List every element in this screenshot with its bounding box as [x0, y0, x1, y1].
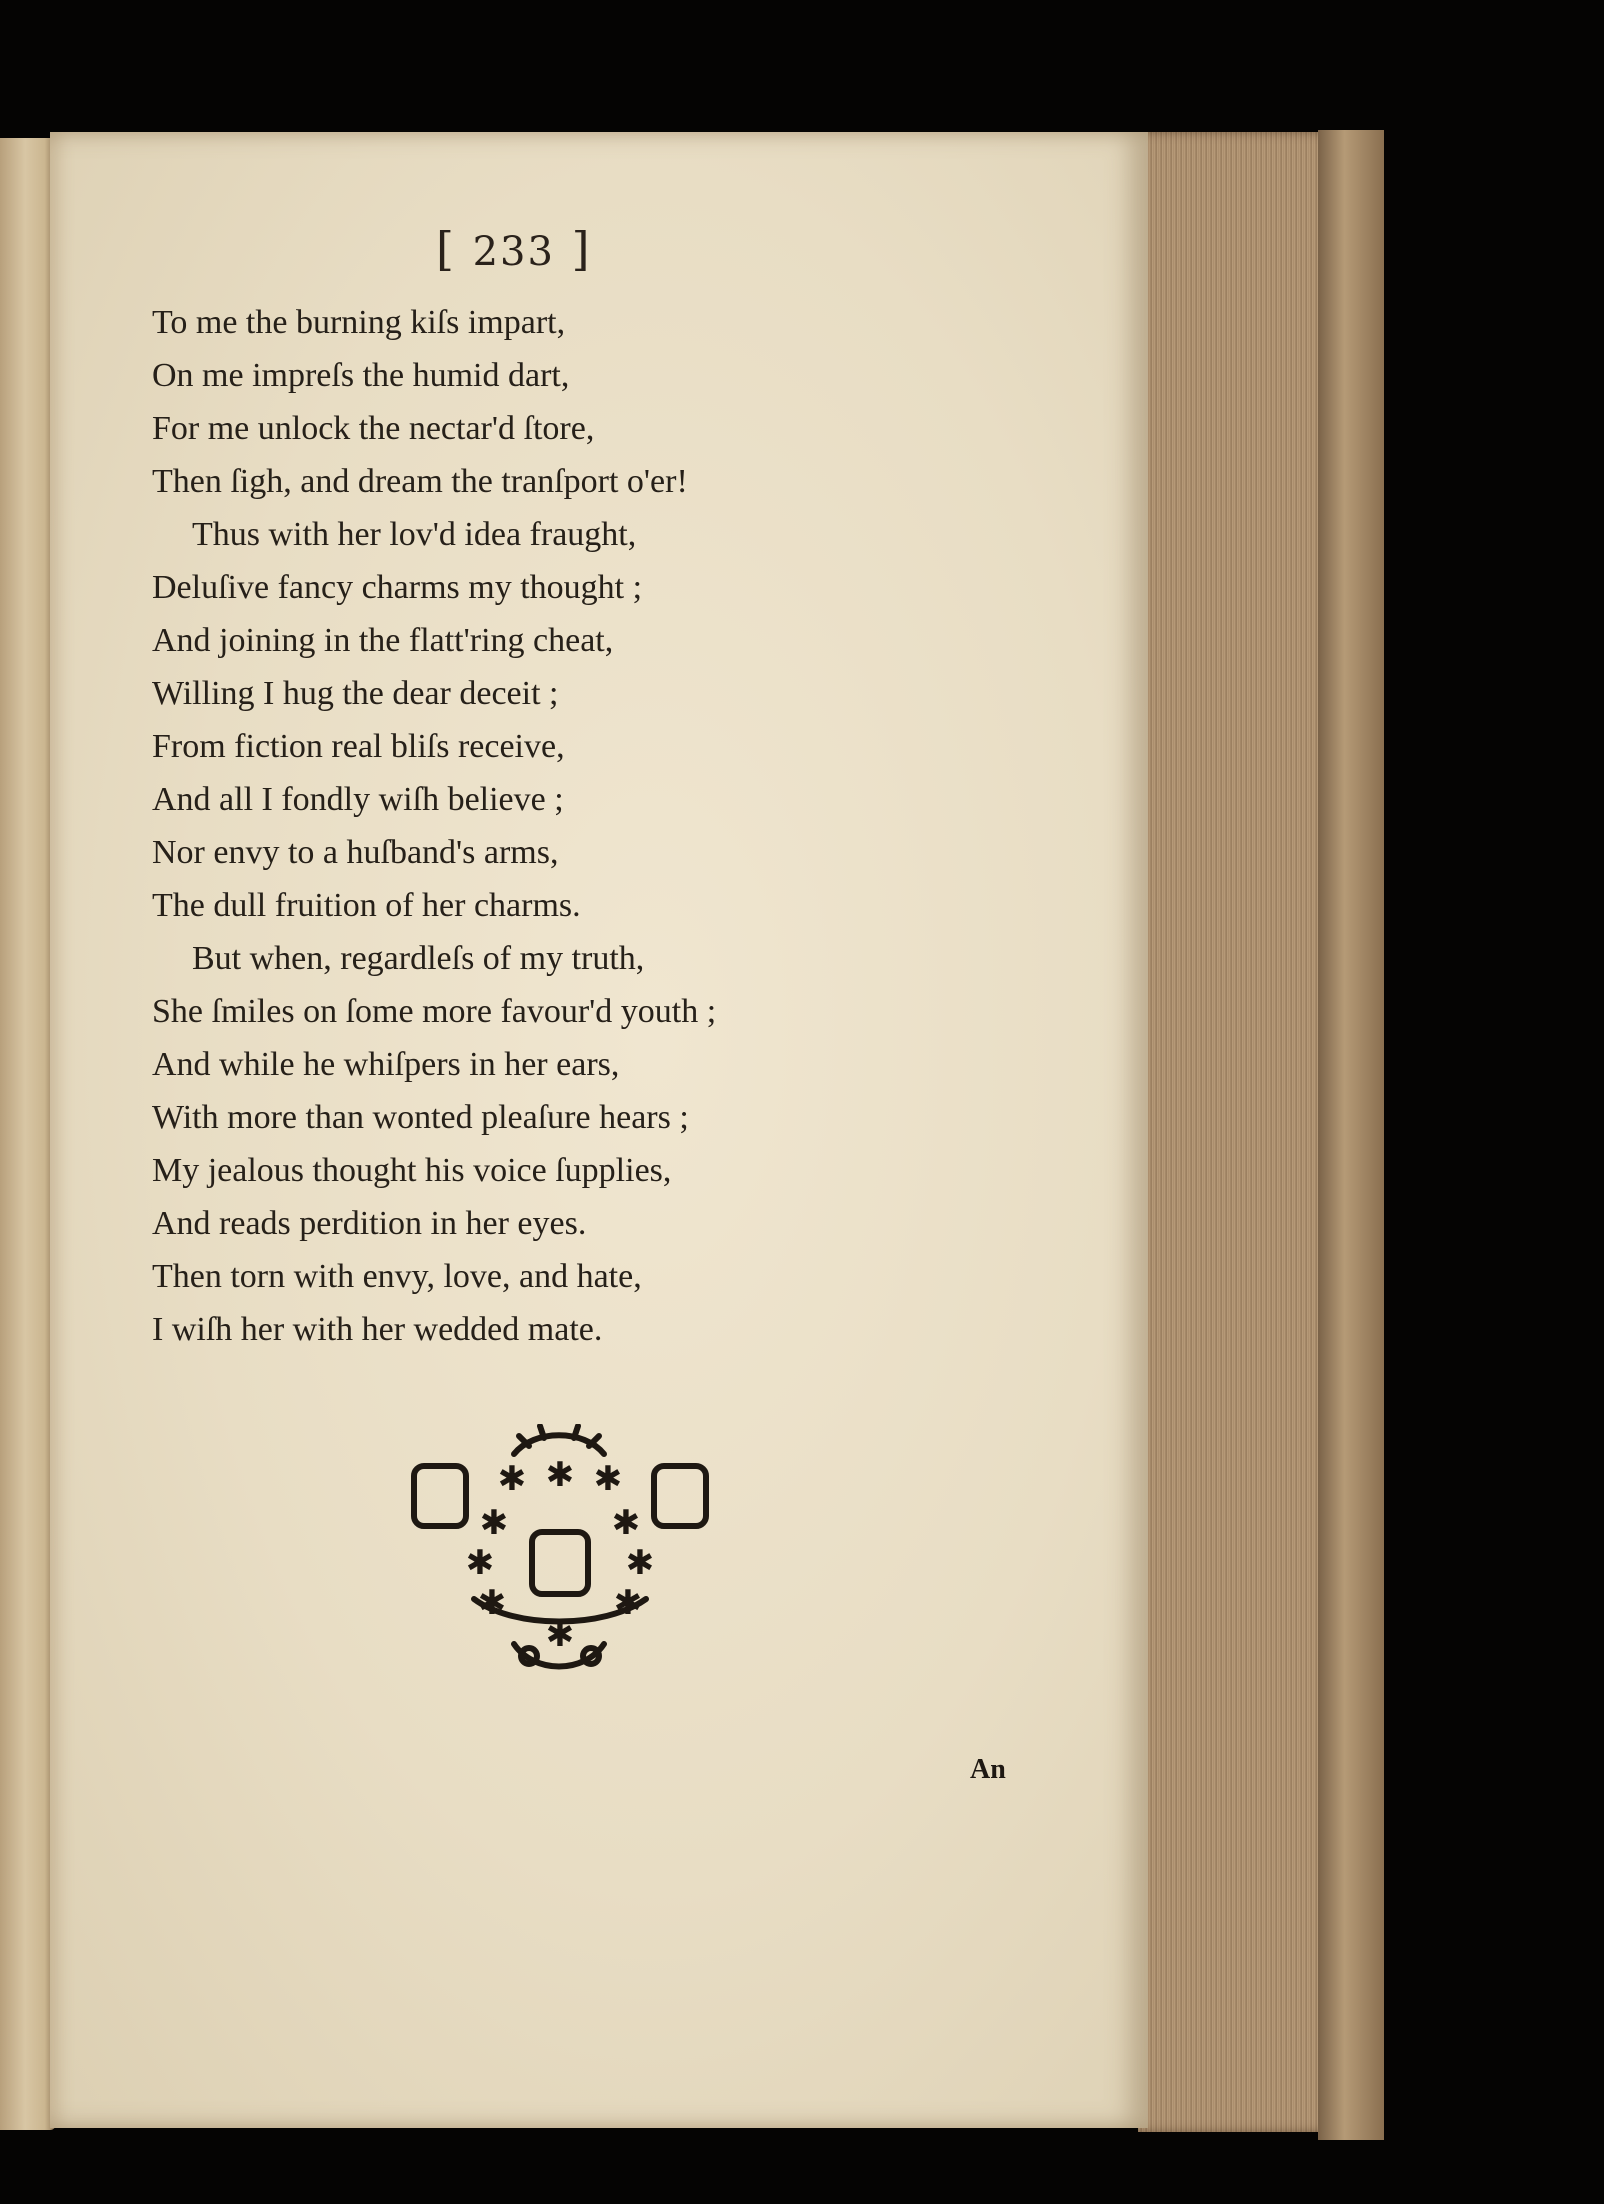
svg-text:✱: ✱: [465, 1543, 495, 1583]
printers-ornament-icon: [404, 1424, 716, 1682]
poem-line: Nor envy to a huſband's arms,: [152, 834, 559, 871]
page-header: [436, 222, 636, 276]
poem-line: My jealous thought his voice ſupplies,: [152, 1152, 672, 1189]
poem-text: [152, 296, 912, 1356]
poem-line: Deluſive fancy charms my thought ;: [152, 569, 643, 606]
svg-text:✱: ✱: [593, 1459, 623, 1499]
poem-line: Then torn with envy, love, and hate,: [152, 1258, 642, 1295]
poem-line: And joining in the flatt'ring cheat,: [152, 622, 614, 659]
poem-line: And all I fondly wiſh believe ;: [152, 781, 564, 818]
poem-line: Willing I hug the dear deceit ;: [152, 675, 559, 712]
poem-line: And while he whiſpers in her ears,: [152, 1046, 620, 1083]
header-bracket-close: ]: [571, 222, 592, 276]
poem-line: For me unlock the nectar'd ſtore,: [152, 410, 595, 447]
poem-line: And reads perdition in her eyes.: [152, 1205, 587, 1242]
poem-line: With more than wonted pleaſure hears ;: [152, 1099, 689, 1136]
poem-line: Then ſigh, and dream the tranſport o'er!: [152, 463, 688, 500]
svg-text:✱: ✱: [479, 1503, 509, 1543]
header-bracket-open: [: [436, 222, 456, 276]
svg-text:✱: ✱: [545, 1455, 575, 1495]
svg-text:✱: ✱: [477, 1583, 507, 1623]
back-cover: [1318, 130, 1384, 2140]
svg-text:✱: ✱: [613, 1583, 643, 1623]
poem-line: Thus with her lov'd idea fraught,: [192, 516, 637, 553]
poem-line: To me the burning kiſs impart,: [152, 304, 566, 341]
catchword: An: [970, 1754, 1006, 1785]
poem-line: But when, regardleſs of my truth,: [192, 940, 645, 977]
page-number: 233: [472, 229, 555, 275]
svg-text:✱: ✱: [611, 1503, 641, 1543]
poem-line: She ſmiles on ſome more favour'd youth ;: [152, 993, 717, 1030]
poem-line: From fiction real bliſs receive,: [152, 728, 565, 765]
svg-text:✱: ✱: [497, 1459, 527, 1499]
left-page-edge: [0, 138, 56, 2130]
svg-text:✱: ✱: [625, 1543, 655, 1583]
poem-line: I wiſh her with her wedded mate.: [152, 1311, 603, 1348]
svg-text:✱: ✱: [545, 1615, 575, 1655]
poem-line: The dull fruition of her charms.: [152, 887, 581, 924]
poem-line: On me impreſs the humid dart,: [152, 357, 570, 394]
page-fore-edge: [1138, 132, 1338, 2132]
